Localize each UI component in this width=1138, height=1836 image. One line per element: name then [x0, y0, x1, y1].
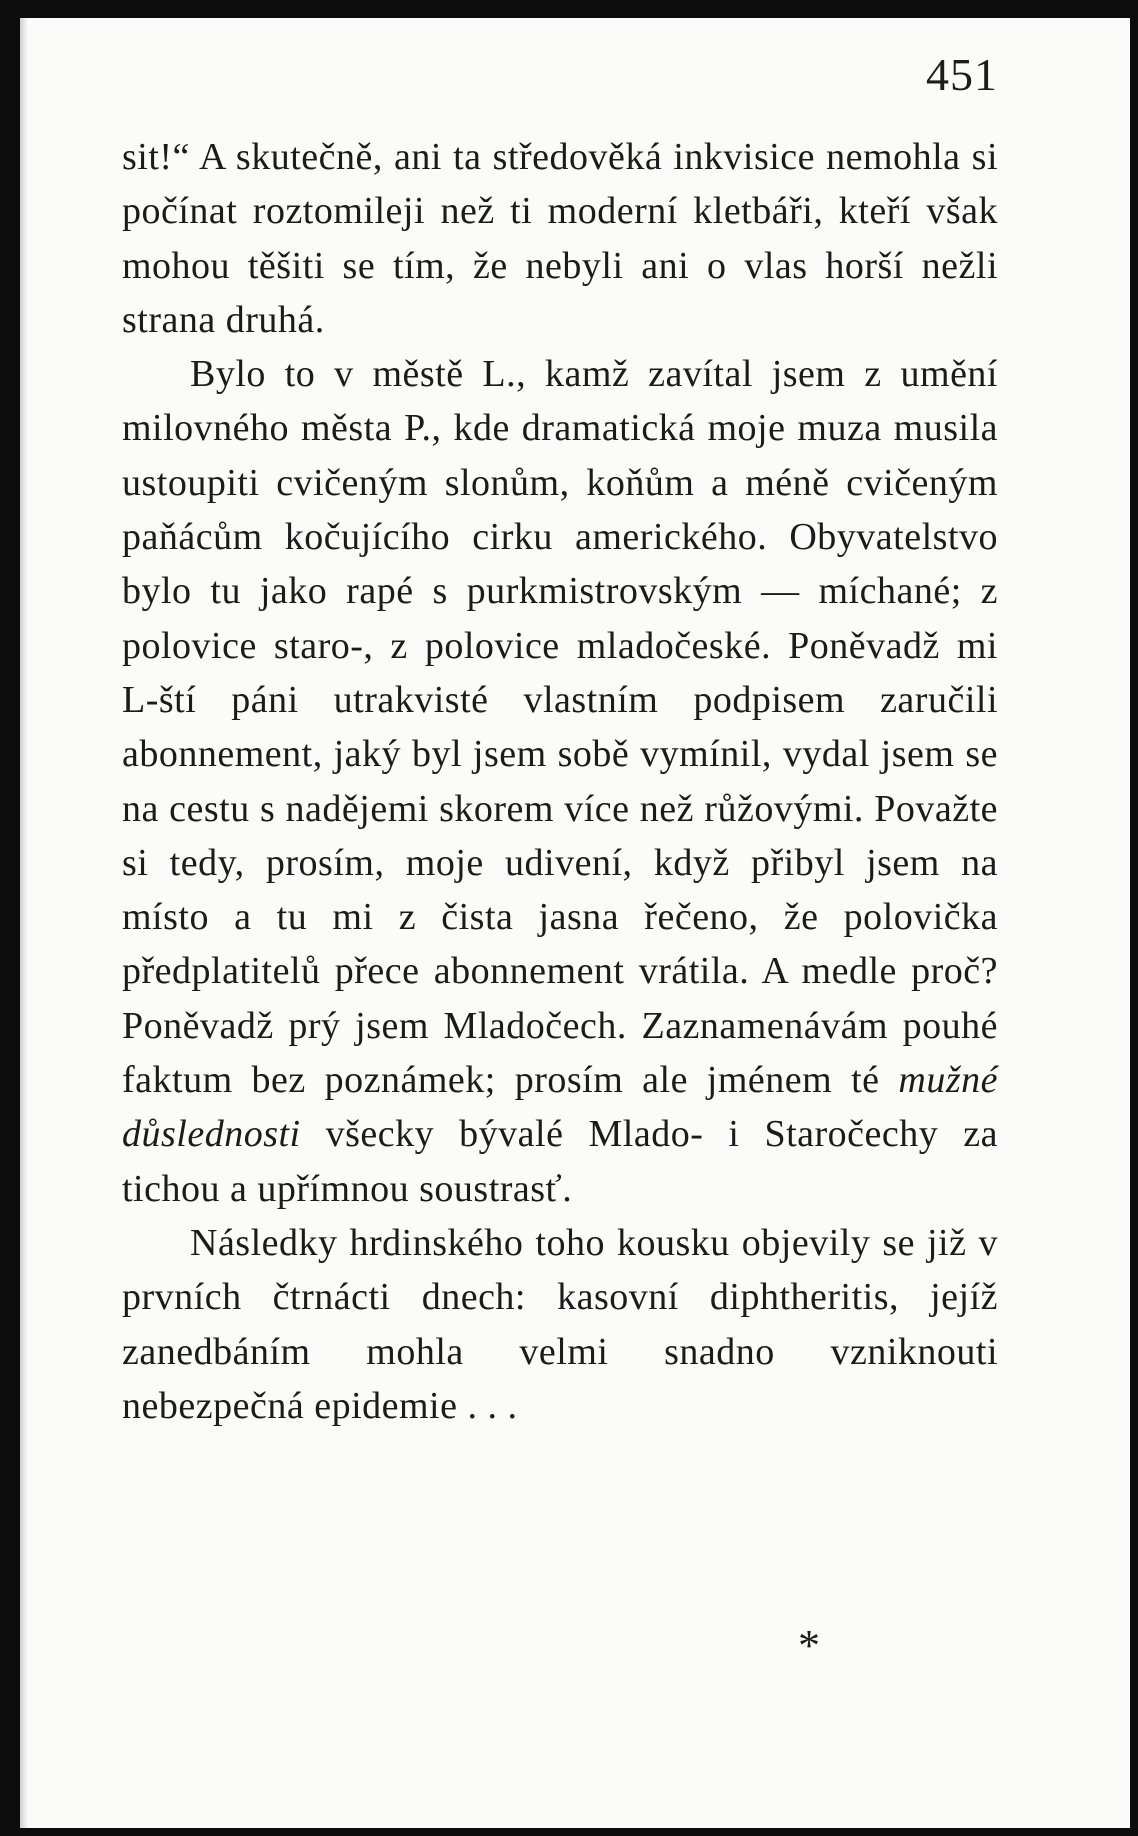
paragraph-1: sit!“ A skutečně, ani ta středověká inkvisice nemohla si počínat roztomileji než ti moderní kletbáři, kteří však mohou těšiti se tím, že nebyli ani o vlas horší nežli strana druhá.: [122, 136, 998, 341]
body-text: [122, 130, 998, 1433]
book-page: [20, 18, 1130, 1828]
paragraph-2-emphasis: mužné důslednosti: [122, 1059, 998, 1156]
page-number: 451: [926, 49, 998, 100]
paragraph-2-text-a: Bylo to v městě L., kamž zavítal jsem z umění milovného města P., kde dramatická moje muza musila ustoupiti cvičeným slonům, koňům a méně cvičeným paňácům kočujícího cirku amerického. Obyvatelstvo bylo tu jako rapé s purkmistrovským — míchané; z polovice staro-, z polovice mladočeské. Poněvadž mi L-ští páni utrakvisté vlastním podpisem zaručili abonnement, jaký byl jsem sobě vymínil, vydal jsem se na cestu s nadějemi skorem více než růžovými. Považte si tedy, prosím, moje udivení, když přibyl jsem na místo a tu mi z čista jasna řečeno, že polovička předplatitelů přece abonnement vrátila. A medle proč? Poněvadž prý jsem Mladočech. Zaznamenávám pouhé faktum bez poznámek; prosím ale jménem té: [122, 353, 998, 1102]
paragraph-2: [122, 347, 998, 1216]
section-break-asterisk: *: [798, 1621, 820, 1670]
paragraph-3: Následky hrdinského toho kousku objevily se již v prvních čtrnácti dnech: kasovní diphtheritis, jejíž zanedbáním mohla velmi snadno vzniknouti nebezpečná epidemie . . .: [122, 1221, 998, 1427]
page-gutter-shadow: [20, 18, 28, 1828]
paragraph-2-text-b: všecky bývalé Mlado- i Staročechy za tichou a upřímnou soustrasť.: [122, 1113, 998, 1210]
